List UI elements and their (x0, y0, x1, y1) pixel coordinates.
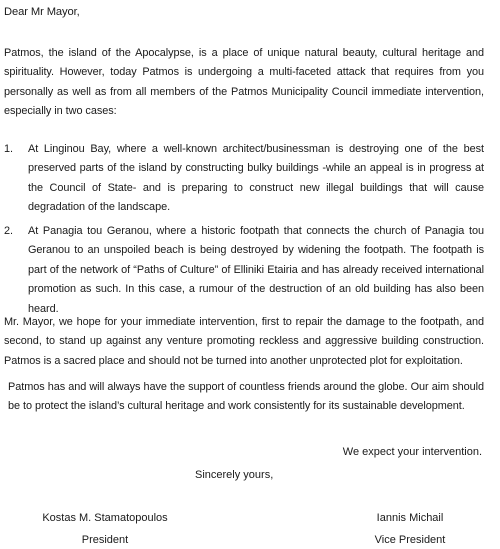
appeal-paragraph: Mr. Mayor, we hope for your immediate intervention, first to repair the damage to the footpath, and second, to stand up against any venture promoting reckless and aggressive building construction. Patmos is a sacred place and should not be turned into another unprotected plot for exploitation. (4, 316, 484, 367)
case-number: 2. (4, 225, 13, 237)
signatory-title: President (81, 534, 129, 546)
case-item (4, 140, 484, 218)
case-list-first (4, 140, 484, 218)
intro-paragraph: Patmos, the island of the Apocalypse, is a place of unique natural beauty, cultural heritage and spirituality. However, today Patmos is undergoing a multi-faceted attack that requires from you personally as well as from all members of the Patmos Municipality Council immediate intervention, especially in two cases: (4, 47, 484, 118)
signature-president (30, 511, 180, 547)
case-text: At Panagia tou Geranou, where a historic footpath that connects the church of Panagia tou Geranou to an unspoiled beach is being destroyed by widening the footpath. The footpath is part of the network of “Paths of Culture” of Elliniki Etairia and has already received international promotion as such. In this case, a rumour of the destruction of an old building has also been heard. (28, 225, 484, 315)
signatory-name: Kostas M. Stamatopoulos (42, 512, 168, 524)
case-text: At Linginou Bay, where a well-known architect/businessman is destroying one of the best preserved parts of the island by constructing bulky buildings -while an appeal is in progress at the Council of State- and is preparing to construct new illegal buildings that will cause degradation of the landscape. (28, 143, 484, 214)
expectation-line: We expect your intervention. (342, 446, 482, 458)
closing-line: Sincerely yours, (195, 469, 274, 481)
case-item (4, 222, 484, 319)
signatory-name: Iannis Michail (376, 512, 444, 524)
salutation: Dear Mr Mayor, (4, 6, 80, 18)
signature-vice-president (345, 511, 475, 547)
support-paragraph: Patmos has and will always have the support of countless friends around the globe. Our aim should be to protect the island’s cultural heritage and work consistently for its sustainable development. (8, 381, 484, 413)
case-number: 1. (4, 143, 13, 155)
signatory-title: Vice President (374, 534, 446, 546)
case-list-second (4, 222, 484, 319)
